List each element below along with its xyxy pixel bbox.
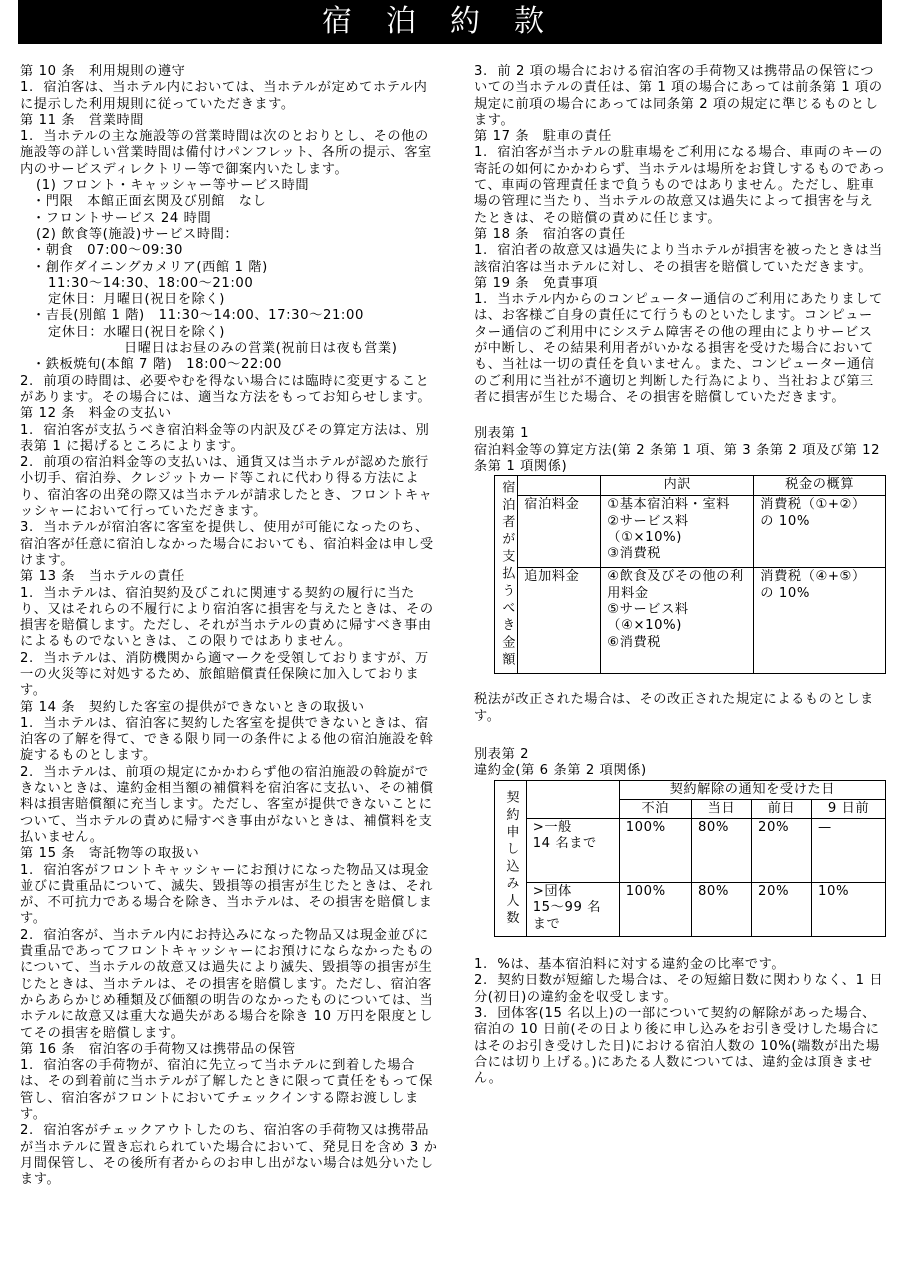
table2-cell: 100%	[619, 819, 691, 883]
table1-row-name: 宿泊料金	[518, 496, 601, 568]
table1-item: ①基本宿泊料・室料	[607, 497, 731, 513]
left-paragraph: 2. 宿泊客がチェックアウトしたのち、宿泊客の手荷物又は携帯品が当ホテルに置き忘れられていた場合において、発見日を含め 3 か月間保管し、その後所有者からのお申し出がない場合は処分いたします。	[20, 1123, 438, 1188]
note-item: 3. 団体客(15 名以上)の一部について契約の解除があった場合、宿泊の 10 日前(その日より後に申し込みをお引き受けした場合にはそのお引き受けした日)における宿泊人数の 10%(端数が出た場合には切り上げる。)にあたる人数については、違約金は頂きません。	[474, 1006, 880, 1087]
table1-caption: 宿泊料金等の算定方法(第 2 条第 1 項、第 3 条第 2 項及び第 12 条第 1 項関係)	[474, 442, 885, 474]
right-paragraph: 1. 当ホテル内からのコンピューター通信のご利用にあたりましては、お客様ご自身の責任にて行うものといたします。コンピューター通信のご利用中にシステム障害その他の理由によりサービスが中断し、その結果利用者がいかなる損害を受けた場合においても、当社は一切の責任を負いません。また、コンピューター通信のご利用に当社が不適切と判断した行為により、当社および第三者に損害が生じた場合、その損害を賠償していただきます。	[474, 292, 883, 405]
left-paragraph: 1. 宿泊客が支払うべき宿泊料金等の内訳及びその算定方法は、別表第 1 に掲げるところによります。	[20, 422, 430, 454]
table1-item: ⑥消費税	[607, 634, 662, 650]
left-paragraph: 1. 宿泊客は、当ホテル内においては、当ホテルが定めてホテル内に提示した利用規則に従っていただきます。	[20, 80, 428, 112]
table2-cell: 80%	[691, 883, 751, 937]
right-paragraph: 第 17 条 駐車の責任	[474, 129, 612, 145]
left-paragraph: 日曜日はお昼のみの営業(祝前日は夜も営業)	[124, 341, 398, 357]
left-paragraph: 1. 当ホテルは、宿泊客に契約した客室を提供できないときは、宿泊客の了解を得て、できる限り同一の条件による他の宿泊施設を斡旋するものとします。	[20, 715, 434, 764]
left-paragraph: 1. 宿泊客の手荷物が、宿泊に先立って当ホテルに到着した場合は、その到着前に当ホテルが了解したときに限って責任をもって保管し、宿泊客がフロントにおいてチェックインする際お渡しします。	[20, 1058, 433, 1122]
table2-cell: 80%	[691, 819, 751, 883]
left-paragraph: 第 10 条 利用規則の遵守	[20, 64, 186, 79]
right-column	[474, 64, 886, 1087]
table2-row-header: 契約申し込み人数	[495, 780, 527, 937]
left-paragraph: 第 13 条 当ホテルの責任	[20, 569, 185, 585]
table1-item: ②サービス料（①×10%)	[607, 513, 689, 546]
left-paragraph: 第 12 条 料金の支払い	[20, 406, 172, 422]
left-paragraph: ・吉長(別館 1 階) 11:30～14:00、17:30～21:00	[32, 308, 364, 324]
left-paragraph: 定休日：水曜日(祝日を除く)	[48, 324, 225, 340]
right-paragraph: 3. 前 2 項の場合における宿泊客の手荷物又は携帯品の保管についての当ホテルの責任は、第 1 項の場合にあっては前条第 1 項の規定に前項の場合にあっては同条第 2 項の規定に準じるものとします。	[474, 64, 883, 128]
left-paragraph: 第 15 条 寄託物等の取扱い	[20, 846, 200, 862]
table-row	[495, 819, 886, 883]
table1-item: ③消費税	[607, 546, 662, 562]
fee-calculation-table	[494, 475, 886, 674]
left-paragraph: ・朝食 07:00～09:30	[32, 243, 183, 259]
left-paragraph: 第 11 条 営業時間	[20, 112, 145, 128]
left-paragraph: 第 16 条 宿泊客の手荷物又は携帯品の保管	[20, 1041, 296, 1057]
right-paragraph: 第 18 条 宿泊客の責任	[474, 226, 626, 242]
table2-col: 当日	[691, 799, 751, 818]
left-paragraph: 2. 当ホテルは、消防機関から適マークを受領しておりますが、万一の火災等に対処するため、旅館賠償責任保険に加入しております。	[20, 650, 429, 699]
left-paragraph: ・門限 本館正面玄関及び別館 なし	[32, 194, 267, 210]
table2-row-label: >一般 14 名まで	[526, 819, 619, 883]
table1-row-header: 宿泊者が支払うべき金額	[495, 476, 518, 674]
left-paragraph: 2. 前項の宿泊料金等の支払いは、通貨又は当ホテルが認めた旅行小切手、宿泊券、クレジットカード等これに代わり得る方法により、宿泊客の出発の際又は当ホテルが請求したとき、フロントキャッシャーにおいて行っていただきます。	[20, 455, 433, 520]
right-articles	[474, 64, 886, 406]
left-paragraph: 11:30～14:30、18:00～21:00	[48, 275, 254, 291]
left-paragraph: 3. 当ホテルが宿泊客に客室を提供し、使用が可能になったのち、宿泊客が任意に宿泊しなかった場合においても、宿泊料金は申し受けます。	[20, 520, 434, 568]
table2-col: 9 日前	[812, 799, 886, 818]
table2-caption: 違約金(第 6 条第 2 項関係)	[474, 763, 647, 779]
table-row	[495, 496, 886, 568]
table1-col-breakdown: 内訳	[601, 476, 754, 496]
left-paragraph: 1. 宿泊客がフロントキャッシャーにお預けになった物品又は現金並びに貴重品について、滅失、毀損等の損害が生じたときは、それが、不可抗力である場合を除き、当ホテルは、その損害を賠償します。	[20, 862, 434, 927]
left-paragraph: 第 14 条 契約した客室の提供ができないときの取扱い	[20, 699, 365, 715]
table1-item: ④飲食及びその他の利用料金	[607, 569, 744, 601]
table2-cell: 20%	[751, 883, 811, 937]
left-paragraph: (1) フロント・キャッシャー等サービス時間	[36, 178, 310, 194]
table1-items	[601, 568, 754, 674]
right-paragraph: 1. 宿泊客が当ホテルの駐車場をご利用になる場合、車両のキーの寄託の如何にかかわらず、当ホテルは場所をお貸しするものであって、車両の管理責任まで負うものではありません。ただし、駐車場の管理に当たり、当ホテルの故意又は過失によって損害を与えたときは、その賠償の責めに任じます。	[474, 145, 886, 226]
table2-span-header: 契約解除の通知を受けた日	[619, 780, 885, 799]
table1-items	[601, 496, 754, 568]
table2-col: 前日	[751, 799, 811, 818]
cancellation-fee-table	[494, 780, 886, 938]
table1-heading: 別表第 1	[474, 426, 530, 442]
left-paragraph: 定休日：月曜日(祝日を除く)	[48, 292, 225, 308]
table-row	[495, 568, 886, 674]
note-item: 1. %は、基本宿泊料に対する違約金の比率です。	[474, 957, 786, 973]
table2-cell: 100%	[619, 883, 691, 937]
left-paragraph: 1. 当ホテルは、宿泊契約及びこれに関連する契約の履行に当たり、又はそれらの不履行により宿泊客に損害を与えたときは、その損害を賠償します。ただし、それが当ホテルの責めに帰すべき事由によるものでないときは、この限りではありません。	[20, 585, 434, 650]
table1-col-tax: 税金の概算	[754, 476, 886, 496]
left-column	[20, 64, 440, 1188]
right-paragraph: 第 19 条 免責事項	[474, 275, 599, 291]
table1-item: ⑤サービス料（④×10%)	[607, 601, 689, 634]
left-paragraph: 2. 当ホテルは、前項の規定にかかわらず他の宿泊施設の斡旋ができないときは、違約金相当額の補償料を宿泊客に支払い、その補償料は損害賠償額に充当します。ただし、客室が提供できないことについて、当ホテルの責めに帰すべき事由がないときは、補償料を支払いません。	[20, 764, 434, 845]
left-paragraph: (2) 飲食等(施設)サービス時間：	[36, 226, 239, 242]
note-item: 2. 契約日数が短縮した場合は、その短縮日数に関わりなく、1 日分(初日)の違約金を収受します。	[474, 973, 884, 1005]
tax-note: 税法が改正された場合は、その改正された規定によるものとします。	[474, 692, 874, 724]
table2-cell: 20%	[751, 819, 811, 883]
table2-cell: —	[812, 819, 886, 883]
page-title: 宿泊約款	[18, 0, 882, 44]
left-paragraph: ・鉄板焼旬(本館 7 階) 18:00～22:00	[32, 357, 282, 373]
table2-row-label: >団体 15～99 名まで	[526, 883, 619, 937]
left-paragraph: 2. 前項の時間は、必要やむを得ない場合には臨時に変更することがあります。その場合には、適当な方法をもってお知らせします。	[20, 373, 432, 405]
table2-col: 不泊	[619, 799, 691, 818]
left-paragraph: 2. 宿泊客が、当ホテル内にお持込みになった物品又は現金並びに貴重品であってフロントキャッシャーにお預けにならなかったものについて、当ホテルの故意又は過失により滅失、毀損等の損害が生じたときは、当ホテルは、その損害を賠償します。ただし、宿泊客からあらかじめ種類及び価額の明告のなかったものについては、当ホテルに故意又は重大な過失がある場合を除き 10 万円を限度としてその損害を賠償します。	[20, 927, 434, 1041]
left-paragraph: ・フロントサービス 24 時間	[32, 210, 212, 226]
table1-tax: 消費税（④+⑤）の 10%	[754, 568, 886, 674]
table2-heading: 別表第 2	[474, 746, 530, 762]
table1-row-name: 追加料金	[518, 568, 601, 674]
left-paragraph: 1. 当ホテルの主な施設等の営業時間は次のとおりとし、その他の施設等の詳しい営業時間は備付けパンフレット、各所の提示、客室内のサービスディレクトリー等で御案内いたします。	[20, 129, 432, 177]
table2-cell: 10%	[812, 883, 886, 937]
right-paragraph: 1. 宿泊者の故意又は過失により当ホテルが損害を被ったときは当該宿泊客は当ホテルに対し、その損害を賠償していただきます。	[474, 243, 883, 275]
table1-tax: 消費税（①+②）の 10%	[754, 496, 886, 568]
left-paragraph: ・創作ダイニングカメリア(西館 1 階)	[32, 259, 268, 275]
table-row	[495, 883, 886, 937]
